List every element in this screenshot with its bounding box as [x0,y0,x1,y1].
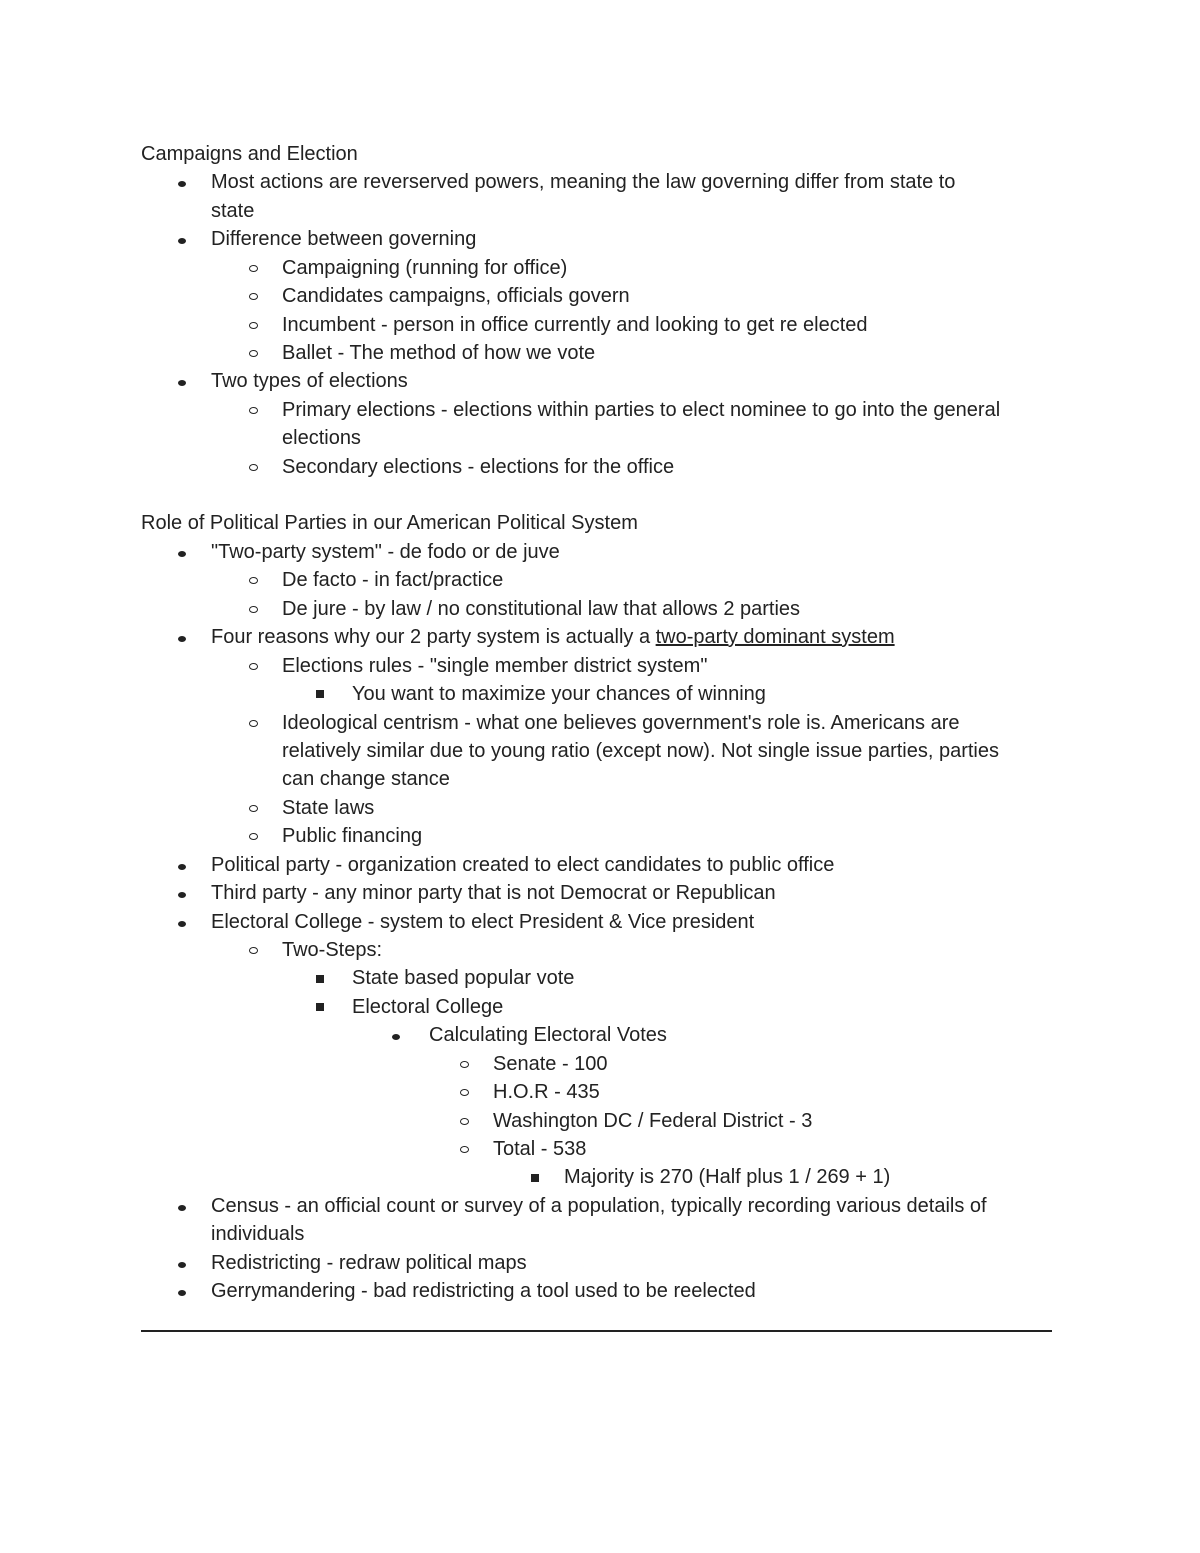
list-item: Candidates campaigns, officials govern [282,285,630,307]
bullet-square-icon [531,1174,539,1182]
bullet-circle-icon [249,606,258,613]
underlined-term: two-party dominant system [655,626,895,648]
list-item: Difference between governing [211,228,477,250]
bullet-circle-icon [460,1146,469,1153]
list-item: State laws [282,797,375,819]
bullet-circle-icon [249,947,258,954]
list-item-continuation: individuals [211,1223,305,1245]
bullet-circle-icon [249,577,258,584]
bullet-circle-icon [249,407,258,414]
list-item: De facto - in fact/practice [282,569,504,591]
list-item: Electoral College - system to elect President & Vice president [211,911,755,933]
bullet-circle-icon [249,663,258,670]
list-item: Washington DC / Federal District - 3 [493,1110,813,1132]
list-item: Two types of elections [211,370,408,392]
list-item: Senate - 100 [493,1053,608,1075]
list-item [211,623,895,652]
bullet-circle-icon [249,833,258,840]
bullet-disc-icon [178,1290,186,1296]
bullet-circle-icon [460,1118,469,1125]
bullet-disc-icon [178,1262,186,1268]
list-item: Secondary elections - elections for the office [282,456,675,478]
list-item: Campaigning (running for office) [282,257,568,279]
list-item: Calculating Electoral Votes [429,1024,667,1046]
list-item: Third party - any minor party that is not Democrat or Republican [211,882,776,904]
bullet-circle-icon [249,265,258,272]
list-item: Electoral College [352,996,504,1018]
bullet-disc-icon [178,551,186,557]
bullet-square-icon [316,1003,324,1011]
bullet-circle-icon [249,720,258,727]
list-item: Ideological centrism - what one believes government's role is. Americans are [282,712,960,734]
list-item: Gerrymandering - bad redistricting a tool used to be reelected [211,1280,756,1302]
list-item-continuation: state [211,200,255,222]
list-item: Two-Steps: [282,939,383,961]
list-item-continuation: can change stance [282,768,450,790]
section-heading-campaigns: Campaigns and Election [141,143,358,165]
list-item: Most actions are reverserved powers, meaning the law governing differ from state to [211,171,956,193]
list-item: State based popular vote [352,967,575,989]
list-item: Census - an official count or survey of a population, typically recording various details of [211,1195,987,1217]
bullet-disc-icon [178,1205,186,1211]
bullet-disc-icon [392,1034,400,1040]
bullet-circle-icon [460,1089,469,1096]
list-item: H.O.R - 435 [493,1081,600,1103]
list-item: Political party - organization created to elect candidates to public office [211,854,835,876]
bullet-circle-icon [249,293,258,300]
list-item-text: Four reasons why our 2 party system is actually a [211,626,656,648]
section-heading-political-parties: Role of Political Parties in our American Political System [141,512,638,534]
bullet-disc-icon [178,380,186,386]
list-item: Incumbent - person in office currently and looking to get re elected [282,314,868,336]
list-item: You want to maximize your chances of winning [352,683,766,705]
list-item: Total - 538 [493,1138,587,1160]
list-item: De jure - by law / no constitutional law that allows 2 parties [282,598,801,620]
bullet-square-icon [316,975,324,983]
bullet-square-icon [316,690,324,698]
bullet-circle-icon [249,322,258,329]
bullet-disc-icon [178,892,186,898]
bullet-circle-icon [460,1061,469,1068]
bullet-circle-icon [249,805,258,812]
list-item: Elections rules - "single member district system" [282,655,708,677]
bullet-disc-icon [178,238,186,244]
list-item: Majority is 270 (Half plus 1 / 269 + 1) [564,1166,891,1188]
bullet-disc-icon [178,921,186,927]
bullet-circle-icon [249,464,258,471]
bullet-disc-icon [178,636,186,642]
list-item: Primary elections - elections within parties to elect nominee to go into the general [282,399,1001,421]
list-item-continuation: elections [282,427,361,449]
bullet-circle-icon [249,350,258,357]
list-item: Redistricting - redraw political maps [211,1252,527,1274]
list-item: Ballet - The method of how we vote [282,342,596,364]
bullet-disc-icon [178,181,186,187]
list-item: "Two-party system" - de fodo or de juve [211,541,560,563]
bullet-disc-icon [178,864,186,870]
list-item-continuation: relatively similar due to young ratio (except now). Not single issue parties, parties [282,740,999,762]
list-item: Public financing [282,825,423,847]
horizontal-rule [141,1330,1052,1332]
